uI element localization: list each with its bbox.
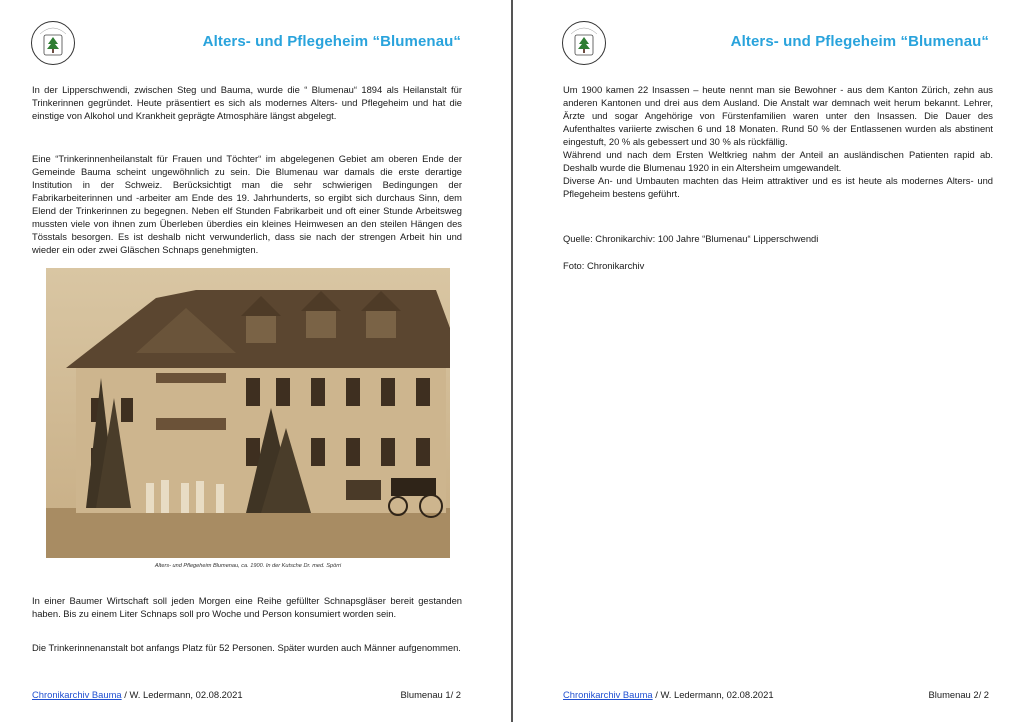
footer-credit <box>32 689 243 700</box>
chronikarchiv-link[interactable]: Chronikarchiv Bauma <box>563 689 653 700</box>
chronikarchiv-link[interactable]: Chronikarchiv Bauma <box>32 689 122 700</box>
page-title: Alters- und Pflegeheim “Blumenau“ <box>202 33 461 50</box>
wwi-text: Während und nach dem Ersten Weltkrieg nahm der Anteil an ausländischen Patienten rapid ab. Deshalb wurde die Blumenau 1920 in ein Altersheim umgewandelt. <box>563 149 993 173</box>
page-number: Blumenau 1/ 2 <box>400 689 461 700</box>
residents-text: Um 1900 kamen 22 Insassen – heute nennt man sie Bewohner - aus dem Kanton Zürich, zehn aus anderen Kantonen und drei aus dem Ausland. Die Anstalt war demnach weit herum bekannt. Lehrer, Ärzte und sogar Angehörige von Fürstenfamilien waren unter den Insassen. Die Dauer des Aufenthaltes variierte zwischen 6 und 18 Monaten. Rund 50 % der Entlassenen wurden als abstinent eingestuft, 20 % als gebessert und 30 % als rückfällig. <box>563 84 993 147</box>
photo-credit: Foto: Chronikarchiv <box>563 260 645 271</box>
chronikarchiv-logo <box>30 20 76 66</box>
page-number: Blumenau 2/ 2 <box>928 689 989 700</box>
document-page-1 <box>0 0 511 722</box>
capacity-paragraph: Die Trinkerinnenanstalt bot anfangs Platz für 52 Personen. Später wurden auch Männer aufgenommen. <box>32 642 461 653</box>
historic-building-photo <box>46 268 450 558</box>
residents-paragraph <box>563 83 993 200</box>
history-paragraph: Eine “Trinkerinnenheilanstalt für Frauen und Töchter“ im abgelegenen Gebiet am oberen Ende der Gemeinde Bauma scheint ungewöhnlich zu sein. Die Blumenau war damals die erste derartige Institution in der Schweiz. Berücksichtigt man die sehr schwierigen Bedingungen der Fabrikarbeiterinnen und -arbeiter am Ende des 19. Jahrhunderts, so ergibt sich durchaus Sinn, dem Elend der Trinkerinnen zu begegnen. Neben elf Stunden Fabrikarbeit und oft einer Stunde Arbeitsweg mussten viele von ihnen zum Überleben überdies ein kleines Heimwesen an den steilen Hängen des Tösstals besorgen. Es ist deshalb nicht verwunderlich, dass sie nach der strengen Arbeit hin und wieder ein oder zwei Gläschen Schnaps genehmigten. <box>32 153 462 255</box>
renovation-text: Diverse An- und Umbauten machten das Heim attraktiver und es ist heute als modernes Alters- und Pflegeheim bestens geführt. <box>563 175 993 199</box>
document-page-2 <box>513 0 1024 722</box>
source-line: Quelle: Chronikarchiv: 100 Jahre “Blumenau“ Lipperschwendi <box>563 233 819 244</box>
footer-author-date: / W. Ledermann, 02.08.2021 <box>652 689 774 700</box>
chronikarchiv-logo <box>561 20 607 66</box>
schnaps-paragraph: In einer Baumer Wirtschaft soll jeden Morgen eine Reihe gefüllter Schnapsgläser bereit gestanden haben. Bis zu einem Liter Schnaps soll pro Woche und Person konsumiert worden sein. <box>32 595 462 619</box>
intro-paragraph: In der Lipperschwendi, zwischen Steg und Bauma, wurde die “ Blumenau“ 1894 als Heilanstalt für Trinkerinnen gegründet. Heute präsentiert es sich als modernes Alters- und Pflegeheim und hat die einstige von Alkohol und Krankheit geprägte Atmosphäre längst abgelegt. <box>32 84 462 121</box>
footer-author-date: / W. Ledermann, 02.08.2021 <box>121 689 243 700</box>
photo-caption: Alters- und Pflegeheim Blumenau, ca. 1900. In der Kutsche Dr. med. Spörri <box>154 563 342 569</box>
page-title: Alters- und Pflegeheim “Blumenau“ <box>730 33 989 50</box>
footer-credit <box>563 689 774 700</box>
